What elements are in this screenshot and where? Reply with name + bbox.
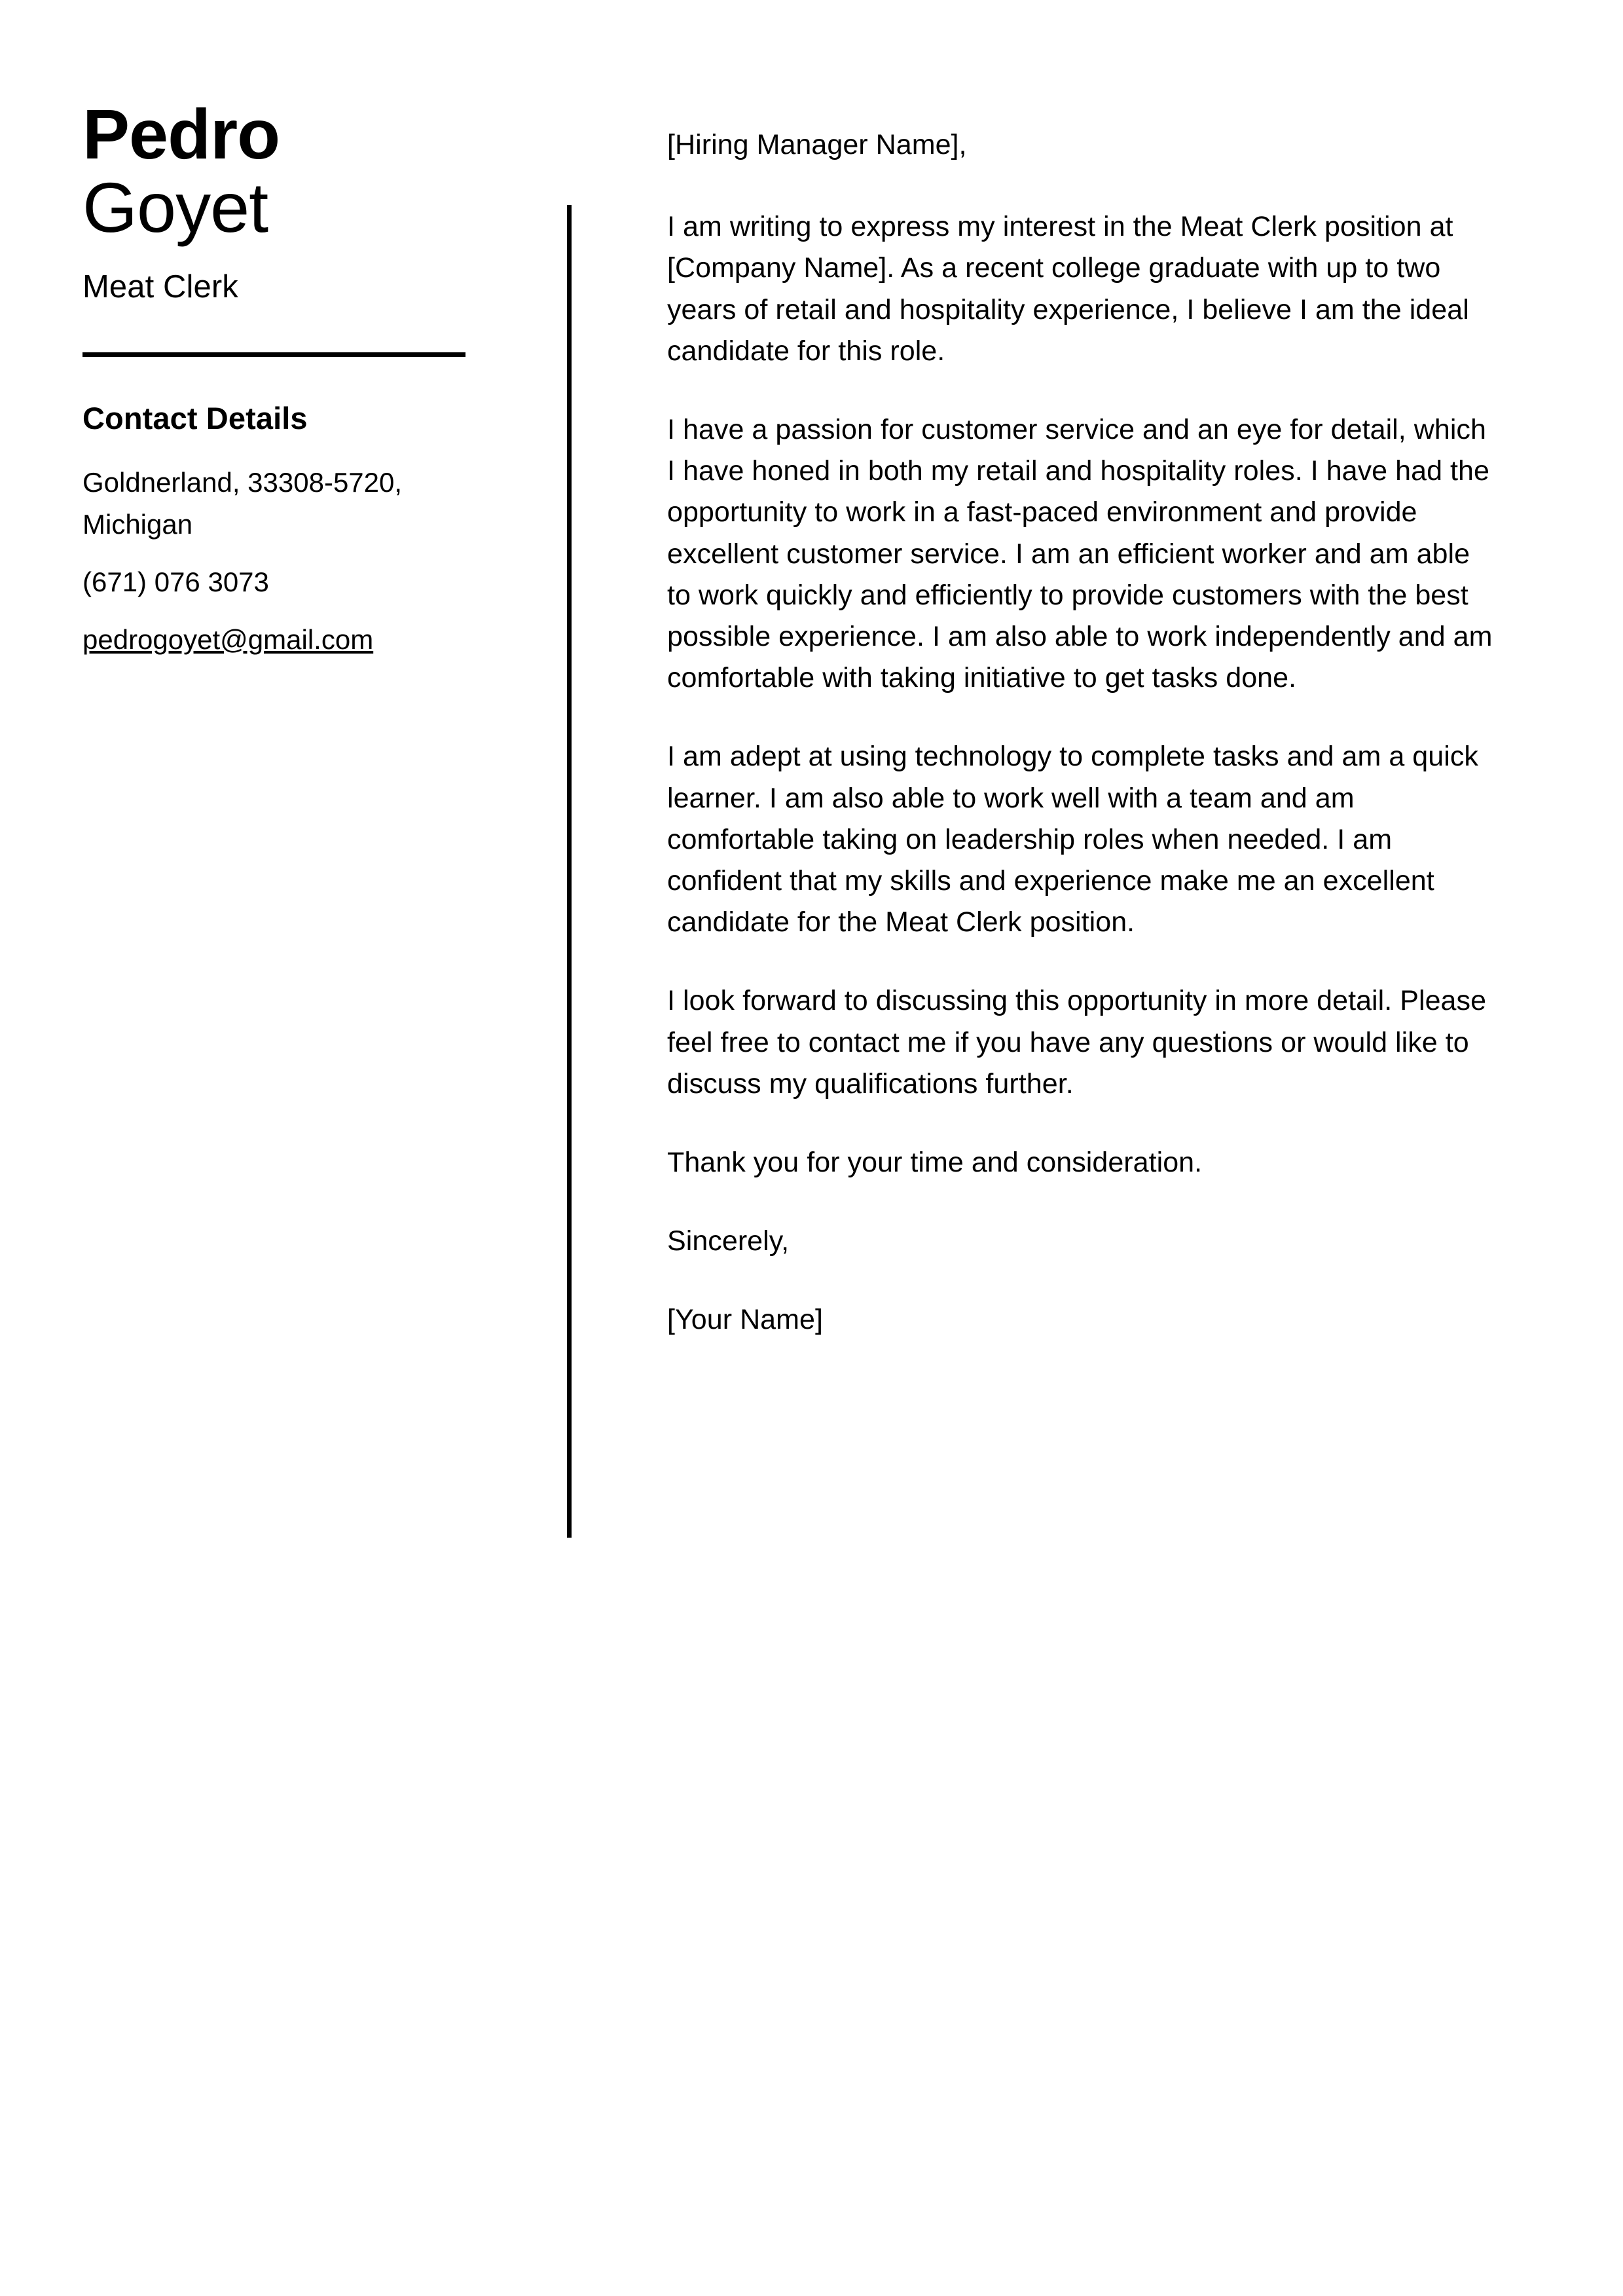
vertical-divider-rule: [567, 205, 572, 1538]
letter-closing: Sincerely,: [667, 1225, 790, 1257]
candidate-first-name: Pedro: [82, 94, 280, 174]
contact-email-link[interactable]: pedrogoyet@gmail.com: [82, 623, 374, 655]
contact-details-heading: Contact Details: [82, 401, 308, 436]
sidebar: [0, 0, 570, 676]
letter-paragraph-2: I have a passion for customer service and an eye for detail, which I have honed in both my retail and hospitality roles. I have had the opportunity to work in a fast-paced environment and provide excellent customer service. I am an efficient worker and am able to work quickly and efficiently to provide customers with the best possible experience. I am also able to work independently and am comfortable with taking initiative to get tasks done.: [667, 414, 1493, 694]
letter-body: [570, 0, 1623, 1341]
letter-paragraph-4: I look forward to discussing this opportunity in more detail. Please feel free to contact me if you have any questions or would like to discuss my qualifications further.: [667, 985, 1487, 1100]
contact-details-list: [82, 462, 570, 660]
letter-paragraph-1: I am writing to express my interest in the Meat Clerk position at [Company Name]. As a recent college graduate with up to two years of retail and hospitality experience, I believe I am the ideal candidate for this role.: [667, 211, 1469, 367]
contact-address: Goldnerland, 33308-5720, Michigan: [82, 467, 403, 540]
letter-thanks: Thank you for your time and consideration.: [667, 1147, 1203, 1179]
candidate-last-name: Goyet: [82, 168, 268, 248]
contact-phone[interactable]: (671) 076 3073: [82, 566, 269, 597]
letter-paragraph-3: I am adept at using technology to complete tasks and am a quick learner. I am also able to work well with a team and am comfortable taking on leadership roles when needed. I am confident that my skills and experience make me an excellent candidate for the Meat Clerk position.: [667, 741, 1478, 938]
sidebar-divider-rule: [82, 352, 465, 357]
letter-signature: [Your Name]: [667, 1304, 823, 1336]
candidate-name: [82, 94, 570, 248]
letter-salutation: [Hiring Manager Name],: [667, 129, 967, 160]
candidate-job-title: Meat Clerk: [82, 269, 238, 305]
